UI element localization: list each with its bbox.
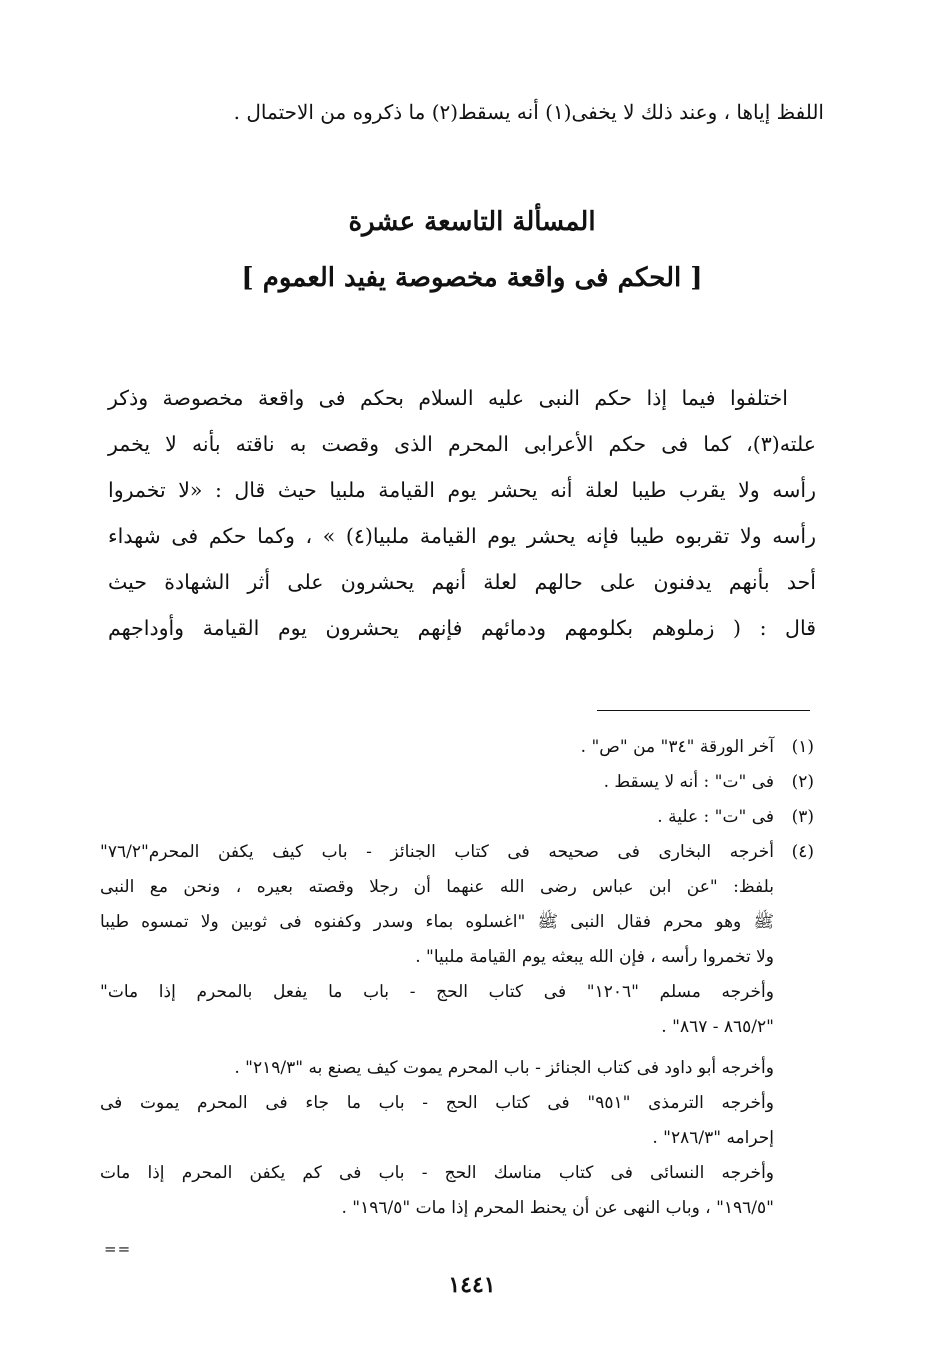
footnote-abu-dawud: وأخرجه أبو داود فى كتاب الجنائز - باب المحرم يموت كيف يصنع به "٢١٩/٣" . [234,1058,774,1078]
paragraph-line: رأسه ولا تقربوه طيبا فإنه يحشر يوم القيامة ملبيا(٤) » ، وكما حكم فى شهداء [108,524,816,548]
footnote-1 [100,730,814,765]
footnote-text: بلفظ: "عن ابن عباس رضى الله عنهما أن رجلا وقصته بعيره ، ونحن مع النبى [100,877,774,897]
footnote-number: (٢) [791,772,814,792]
footnote-nasai-line: "١٩٦/٥" ، وباب النهى عن أن يحنط المحرم إذا مات "١٩٦/٥" . [341,1198,774,1218]
footnote-text: فى "ت" : علية . [657,807,774,827]
footnote-4 [100,835,814,1045]
footnote-text: ﷺ وهو محرم فقال النبى ﷺ "اغسلوه بماء وسدر وكفنوه فى ثوبين ولا تمسوه طيبا [100,912,774,932]
footnote-tirmidhi-line: إحرامه "٢٨٦/٣" . [652,1128,774,1148]
footnote-text: "٨٦٥/٢ - ٨٦٧" . [661,1017,774,1037]
opening-line: اللفظ إياها ، وعند ذلك لا يخفى(١) أنه يسقط(٢) ما ذكروه من الاحتمال . [233,100,824,124]
footnote-text: وأخرجه مسلم "١٢٠٦" فى كتاب الحج - باب ما يفعل بالمحرم إذا مات" [100,982,774,1002]
paragraph-line: قال : ( زملوهم بكلومهم ودمائهم فإنهم يحشرون يوم القيامة وأوداجهم [108,616,816,640]
footnote-number: (٤) [791,842,814,862]
issue-title: المسألة التاسعة عشرة [348,207,596,237]
footnote-text: أخرجه البخارى فى صحيحه فى كتاب الجنائز - باب كيف يكفن المحرم"٧٦/٢" [100,842,774,862]
footnote-number: (٣) [791,807,814,827]
main-paragraph [108,375,816,651]
paragraph-line: اختلفوا فيما إذا حكم النبى عليه السلام بحكم فى واقعة مخصوصة وذكر [108,386,788,410]
footnote-text: فى "ت" : أنه لا يسقط . [603,772,774,792]
paragraph-line: رأسه ولا يقرب طيبا لعلة أنه يحشر يوم القيامة ملبيا حيث قال : «لا تخمروا [108,478,816,502]
issue-subtitle: [ الحكم فى واقعة مخصوصة يفيد العموم ] [241,263,703,293]
footnote-tirmidhi-line: وأخرجه الترمذى "٩٥١" فى كتاب الحج - باب ما جاء فى المحرم يموت فى [100,1093,774,1113]
continuation-marker: == [104,1240,132,1258]
footnote-text: ولا تخمروا رأسه ، فإن الله يبعثه يوم القيامة ملبيا" . [415,947,774,967]
footnote-nasai-line: وأخرجه النسائى فى كتاب مناسك الحج - باب فى كم يكفن المحرم إذا مات [100,1163,774,1183]
page-number: ١٤٤١ [448,1272,496,1298]
footnote-text: آخر الورقة "٣٤" من "ص" . [580,737,774,757]
paragraph-line: أحد بأنهم يدفنون على حالهم لعلة أنهم يحشرون على أثر الشهادة حيث [108,570,816,594]
footnote-number: (١) [791,737,814,757]
footnote-2 [100,765,814,800]
footnotes [100,730,814,1226]
paragraph-line: علته(٣)، كما فى حكم الأعرابى المحرم الذى وقصت به ناقته بأنه لا يخمر [108,432,816,456]
footnote-separator [597,710,810,711]
footnote-3 [100,800,814,835]
